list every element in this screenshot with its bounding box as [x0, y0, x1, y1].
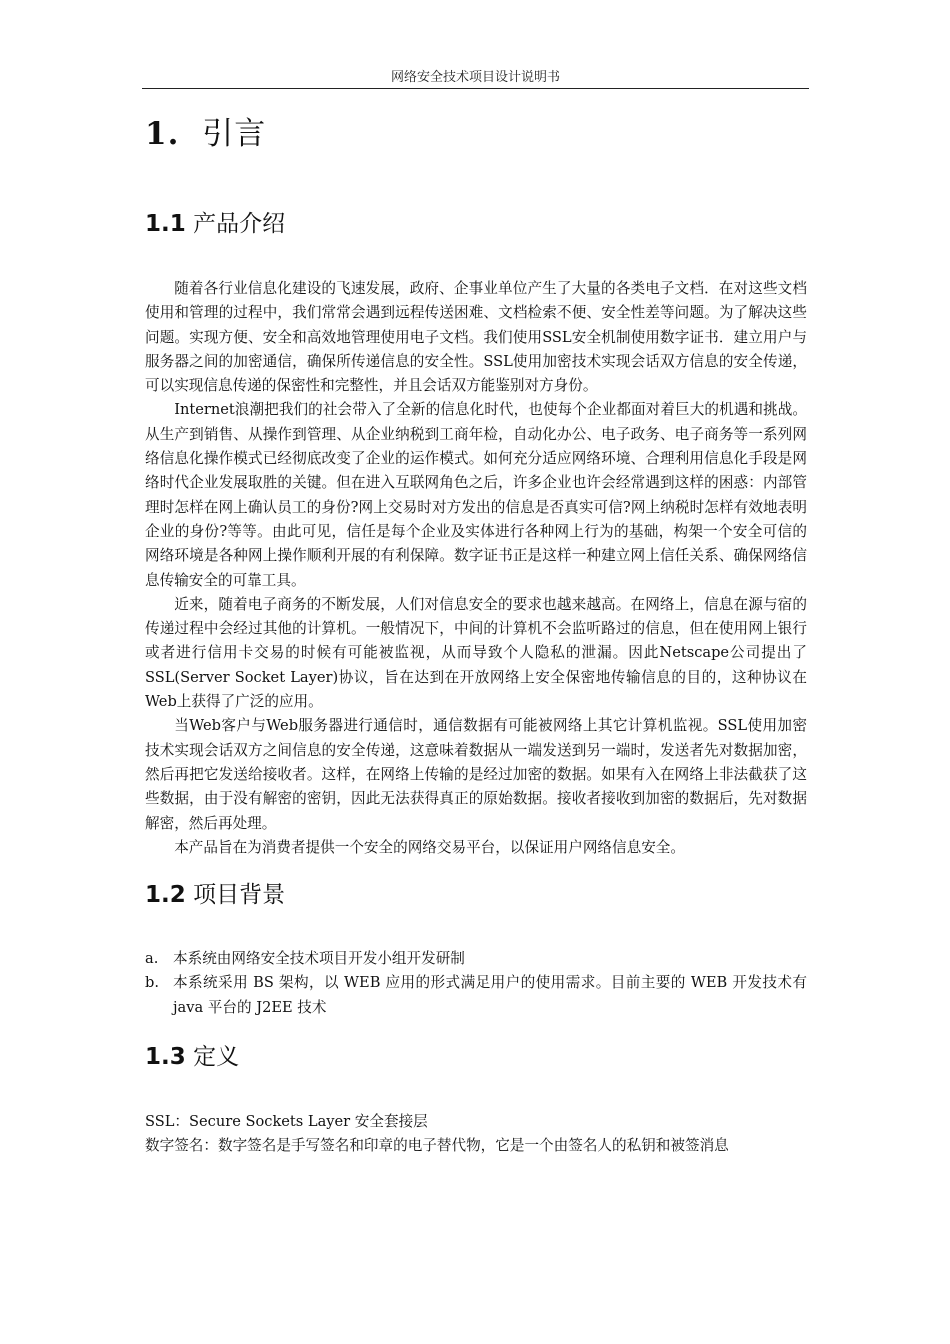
section-title: 产品介绍 — [193, 211, 286, 237]
list-marker: a. — [145, 950, 159, 968]
list-marker: b. — [145, 974, 159, 992]
section-number: 1.2 — [145, 882, 186, 909]
section-heading-1-3 — [145, 1042, 807, 1072]
paragraph: Internet浪潮把我们的社会带入了全新的信息化时代，也使每个企业都面对着巨大的机遇和挑战。从生产到销售、从操作到管理、从企业纳税到工商年检，自动化办公、电子政务、电子商务等一系列网络信息化操作模式已经彻底改变了企业的运作模式。如何充分适应网络环境、合理利用信息化手段是网络时代企业发展取胜的关键。但在进入互联网角色之后，许多企业也许会经常遇到这样的困惑：内部管理时怎样在网上确认员工的身份?网上交易时对方发出的信息是否真实可信?网上纳税时怎样有效地表明企业的身份?等等。由此可见，信任是每个企业及实体进行各种网上行为的基础，构架一个安全可信的网络环境是各种网上操作顺利开展的有利保障。数字证书正是这样一种建立网上信任关系、确保网络信息传输安全的可靠工具。 — [145, 401, 807, 589]
section-title: 项目背景 — [193, 882, 286, 909]
paragraph: 当Web客户与Web服务器进行通信时，通信数据有可能被网络上其它计算机监视。SSL使用加密技术实现会话双方之间信息的安全传递，这意味着数据从一端发送到另一端时，发送者先对数据加密，然后再把它发送给接收者。这样，在网络上传输的是经过加密的数据。如果有入在网络上非法截获了这些数据，由于没有解密的密钥，因此无法获得真正的原始数据。接收者接收到加密的数据后，先对数据解密，然后再处理。 — [145, 717, 807, 832]
list-item-text: 本系统由网络安全技术项目开发小组开发研制 — [173, 950, 465, 968]
list-item-text: 本系统采用 BS 架构，以 WEB 应用的形式满足用户的使用需求。目前主要的 WEB 开发技术有 java 平台的 J2EE 技术 — [173, 974, 807, 1016]
running-header: 网络安全技术项目设计说明书 — [142, 68, 809, 89]
document-body — [145, 106, 807, 1159]
paragraph: 随着各行业信息化建设的飞速发展，政府、企事业单位产生了大量的各类电子文档．在对这些文档使用和管理的过程中，我们常常会遇到远程传送困难、文档检索不便、安全性差等问题。为了解决这些问题。实现方便、安全和高效地管理使用电子文档。我们使用SSL安全机制使用数字证书．建立用户与服务器之间的加密通信，确保所传递信息的安全性。SSL使用加密技术实现会话双方信息的安全传递，可以实现信息传递的保密性和完整性，并且会话双方能鉴别对方身份。 — [145, 280, 807, 395]
list-item — [145, 947, 807, 971]
definition-item: 数字签名：数字签名是手写签名和印章的电子替代物，它是一个由签名人的私钥和被签消息 — [145, 1137, 729, 1155]
section-title: 定义 — [193, 1044, 240, 1071]
section-number: 1.3 — [145, 1044, 186, 1071]
definition-item: SSL：Secure Sockets Layer 安全套接层 — [145, 1113, 428, 1131]
section-heading-1-2 — [145, 880, 807, 910]
chapter-number: 1. — [145, 116, 180, 152]
section-number: 1.1 — [145, 211, 186, 237]
section-1-1-body — [145, 277, 807, 860]
chapter-heading — [145, 112, 807, 156]
paragraph: 本产品旨在为消费者提供一个安全的网络交易平台，以保证用户网络信息安全。 — [174, 838, 685, 856]
chapter-title: 引言 — [202, 116, 267, 152]
background-list — [145, 947, 807, 1020]
section-heading-1-1 — [145, 209, 807, 239]
definitions — [145, 1110, 807, 1159]
list-item — [145, 971, 807, 1020]
paragraph: 近来，随着电子商务的不断发展，人们对信息安全的要求也越来越高。在网络上，信息在源与宿的传递过程中会经过其他的计算机。一般情况下，中间的计算机不会监听路过的信息，但在使用网上银行或者进行信用卡交易的时候有可能被监视，从而导致个人隐私的泄漏。因此Netscape公司提出了SSL(Server Socket Layer)协议，旨在达到在开放网络上安全保密地传输信息的目的，这种协议在Web上获得了广泛的应用。 — [145, 595, 807, 711]
